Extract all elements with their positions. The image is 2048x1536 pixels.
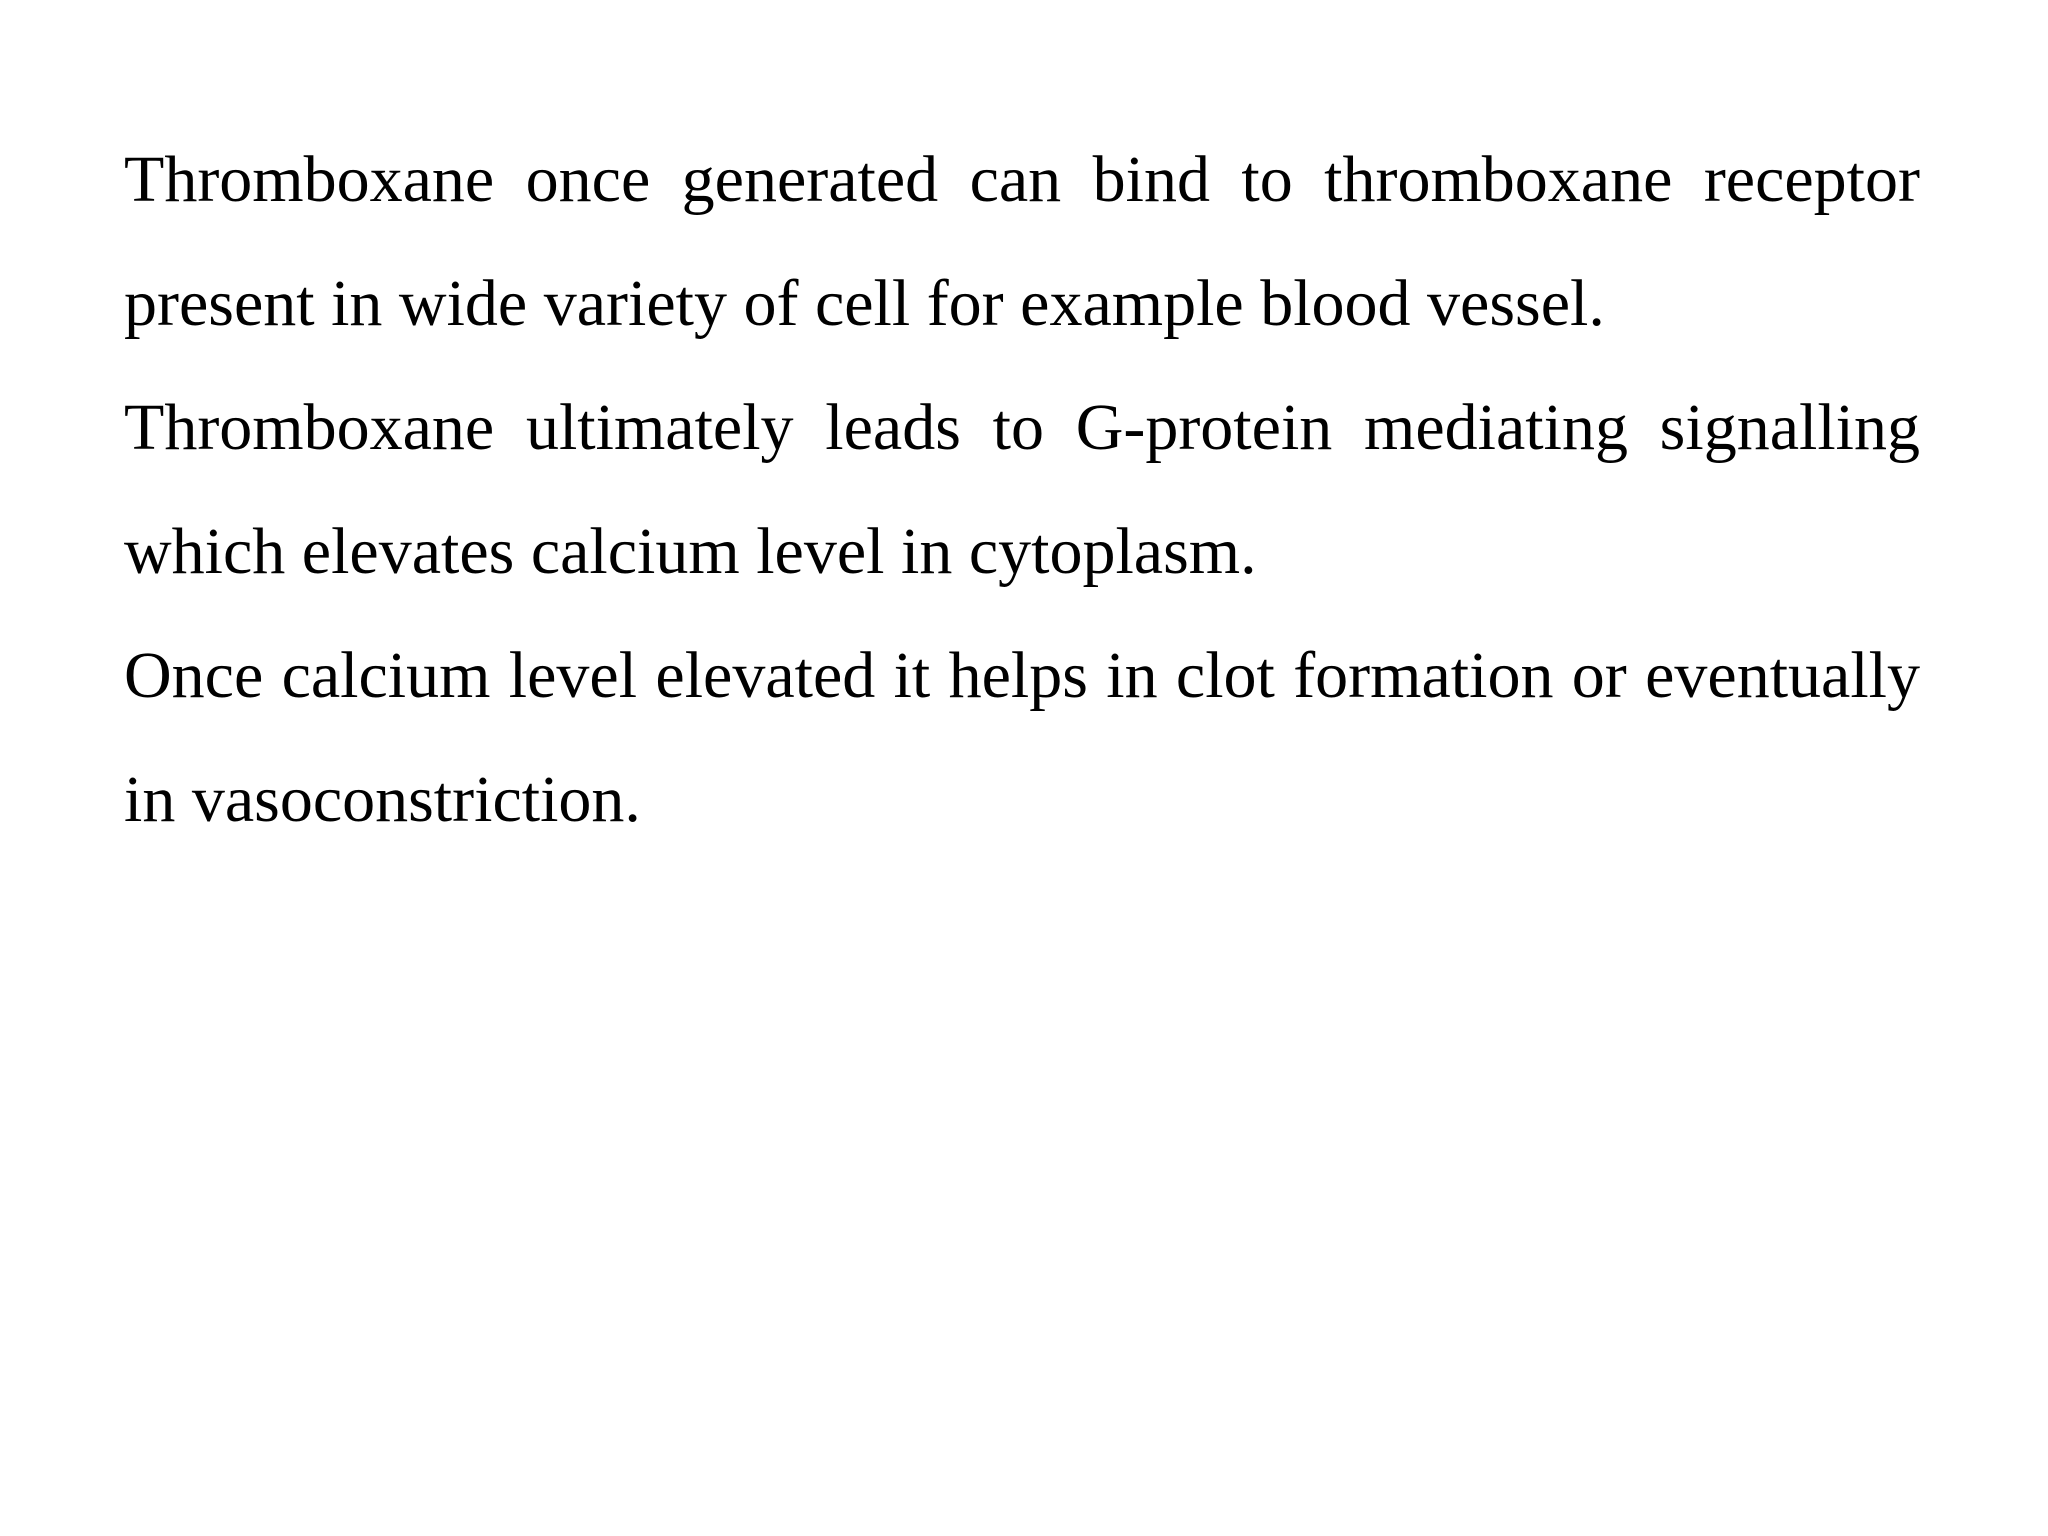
paragraph-g-protein-signalling: Thromboxane ultimately leads to G-protein mediating signalling which elevates calcium level in cytoplasm.	[124, 391, 1920, 588]
document-body	[124, 118, 1920, 862]
paragraph-thromboxane-binding: Thromboxane once generated can bind to thromboxane receptor present in wide variety of cell for example blood vessel.	[124, 143, 1920, 340]
paragraph-calcium-effects: Once calcium level elevated it helps in clot formation or eventually in vasoconstriction.	[124, 639, 1920, 836]
